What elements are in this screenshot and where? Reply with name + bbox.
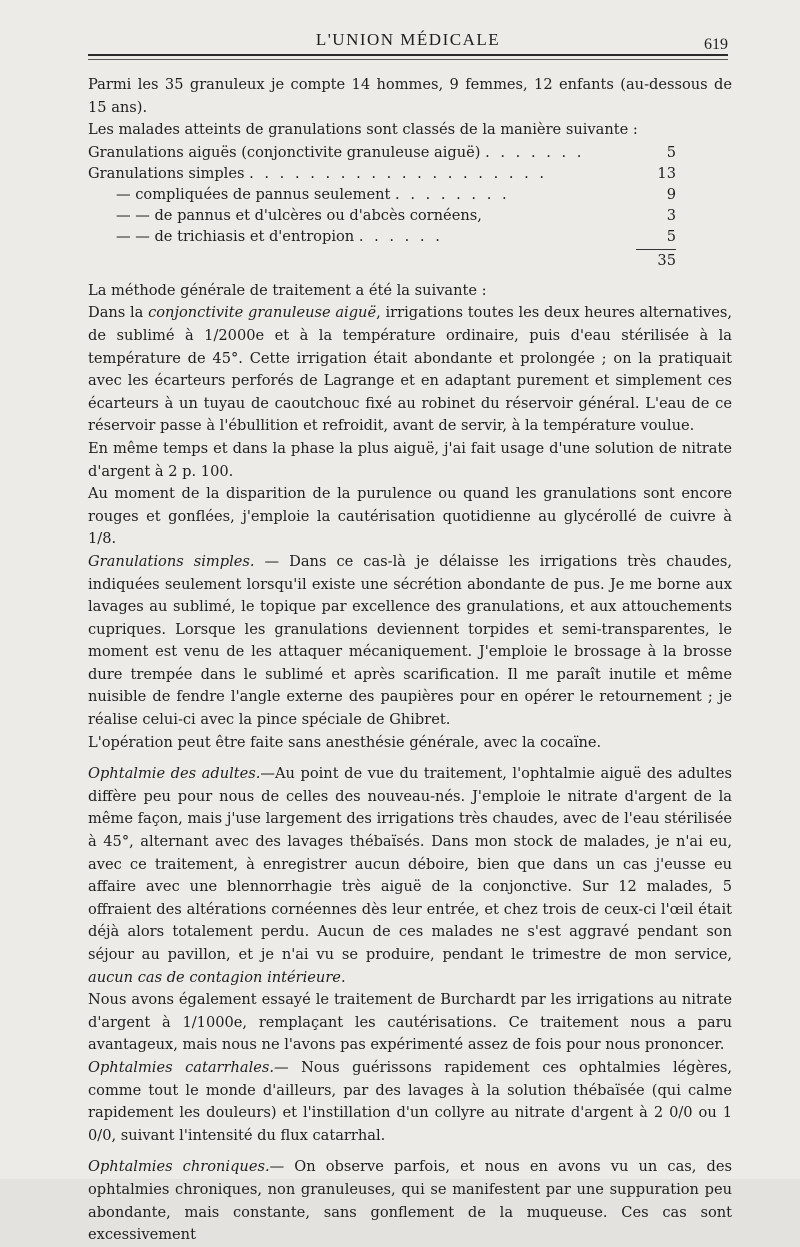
method-intro: La méthode générale de traitement a été la suivante : [88,281,487,299]
total-value: 35 [657,251,676,269]
section-heading: Ophtalmies catarrhales. [88,1058,275,1076]
leader-dots: . . . . . . . . [395,185,510,203]
paragraph: L'opération peut être faite sans anesthésie générale, avec la cocaïne. [88,733,602,751]
header-rule [88,54,728,56]
table-row [88,163,676,184]
table-row [88,205,676,226]
paragraph: Ophtalmies catarrhales.— Nous guérissons rapidement ces ophtalmies légères, comme tout le monde d'ailleurs, par des lavages à la solution thébaïsée (qui calme rapidement les douleurs) et l'instillation d'un collyre au nitrate d'argent à 2 0/0 ou 1 0/0, suivant l'intensité du flux catarrhal. [88,1058,732,1144]
paragraph: Au moment de la disparition de la purulence ou quand les granulations sont encore rouges et gonflées, j'emploie la cautérisation quotidienne au glycérollé de cuivre à 1/8. [88,485,732,548]
header-rule-thin [88,59,728,60]
total-rule [636,249,676,250]
classification-table [88,142,676,271]
table-total-row [88,247,676,271]
row-value: 9 [666,185,676,203]
table-row [88,142,676,163]
classification-intro: Les malades atteints de granulations sont classés de la manière suivante : [88,121,638,139]
leader-dots: . . . . . . . [485,143,585,161]
italic-term: conjonctivite granuleuse aiguë [148,304,377,322]
paragraph: En même temps et dans la phase la plus aiguë, j'ai fait usage d'une solution de nitrate d'argent à 2 p. 100. [88,439,732,480]
running-header [88,30,728,62]
journal-title: L'UNION MÉDICALE [315,30,501,49]
row-value: 13 [657,164,676,182]
body-text [88,74,732,1247]
section-heading: Ophtalmie des adultes. [88,765,261,783]
row-label: — — de pannus et d'ulcères ou d'abcès cornéens, [116,206,482,224]
section-heading: Granulations simples. [88,552,255,570]
row-value: 3 [666,206,676,224]
paragraph: Granulations simples. — Dans ce cas-là je délaisse les irrigations très chaudes, indiquées seulement lorsqu'il existe une sécrétion abondante de pus. Je me borne aux lavages au sublimé, le topique par excellence des granulations, et aux attouchements cupriques. Lorsque les granulations deviennent torpides et semi-transparentes, le moment est venu de les attaquer mécaniquement. J'emploie le brossage à la brosse dure trempée dans le sublimé et après scarification. Il me paraît inutile et même nuisible de fendre l'angle externe des paupières pour en opérer le retournement ; je réalise celui-ci avec la pince spéciale de Ghibret. [88,552,732,729]
table-row [88,226,676,247]
row-label: Granulations simples [88,164,245,182]
row-label: — — de trichiasis et d'entropion [116,227,355,245]
table-row [88,184,676,205]
paragraph: Dans la conjonctivite granuleuse aiguë, irrigations toutes les deux heures alternatives, de sublimé à 1/2000e et à la température ordinaire, puis d'eau stérilisée à la température de 45°. Cette irrigation était abondante et prolongée ; on la pratiquait avec les écarteurs perforés de Lagrange et en adaptant purement et simplement ces écarteurs à un tuyau de caoutchouc fixé au robinet du réservoir général. L'eau de ce réservoir passe à l'ébullition et refroidit, avant de servir, à la température voulue. [88,304,733,435]
paragraph: Ophtalmies chroniques.— On observe parfois, et nous en avons vu un cas, des ophtalmies chroniques, non granuleuses, qui se manifestent par une suppuration peu abondante, mais constante, sans gonflement de la muqueuse. Ces cas sont excessivement [88,1158,732,1244]
row-value: 5 [666,143,676,161]
section-heading: Ophtalmies chroniques. [88,1158,270,1176]
paragraph: Ophtalmie des adultes.—Au point de vue du traitement, l'ophtalmie aiguë des adultes diffère peu pour nous de celles des nouveau-nés. J'emploie le nitrate d'argent de la même façon, mais j'use largement des irrigations très chaudes, avec de l'eau stérilisée à 45°, alternant avec des lavages thébaïsés. Dans mon stock de malades, je n'ai eu, avec ce traitement, à enregistrer aucun déboire, bien que dans un cas j'eusse eu affaire avec une blennorrhagie très aiguë de la conjonctive. Sur 12 malades, 5 offraient des altérations cornéennes dès leur entrée, et chez trois de ceux-ci l'œil était déjà alors totalement perdu. Aucun de ces malades ne s'est aggravé pendant son séjour au pavillon, et je n'ai vu se produire, pendant le trimestre de mon service, aucun cas de contagion intérieure. [88,765,732,986]
row-label: — compliquées de pannus seulement [116,185,391,203]
row-label: Granulations aiguës (conjonctivite granuleuse aiguë) [88,143,481,161]
leader-dots: . . . . . . . . . . . . . . . . . . . . [249,164,548,182]
leader-dots: . . . . . . [358,227,443,245]
italic-phrase: aucun cas de contagion intérieure [88,968,341,986]
row-value: 5 [666,227,676,245]
intro-paragraph: Parmi les 35 granuleux je compte 14 hommes, 9 femmes, 12 enfants (au-dessous de 15 ans). [88,76,732,116]
page-number: 619 [704,36,728,53]
paragraph: Nous avons également essayé le traitement de Burchardt par les irrigations au nitrate d'argent à 1/1000e, remplaçant les cautérisations. Ce traitement nous a paru avantageux, mais nous ne l'avons pas expérimenté assez de fois pour nous prononcer. [88,991,732,1054]
